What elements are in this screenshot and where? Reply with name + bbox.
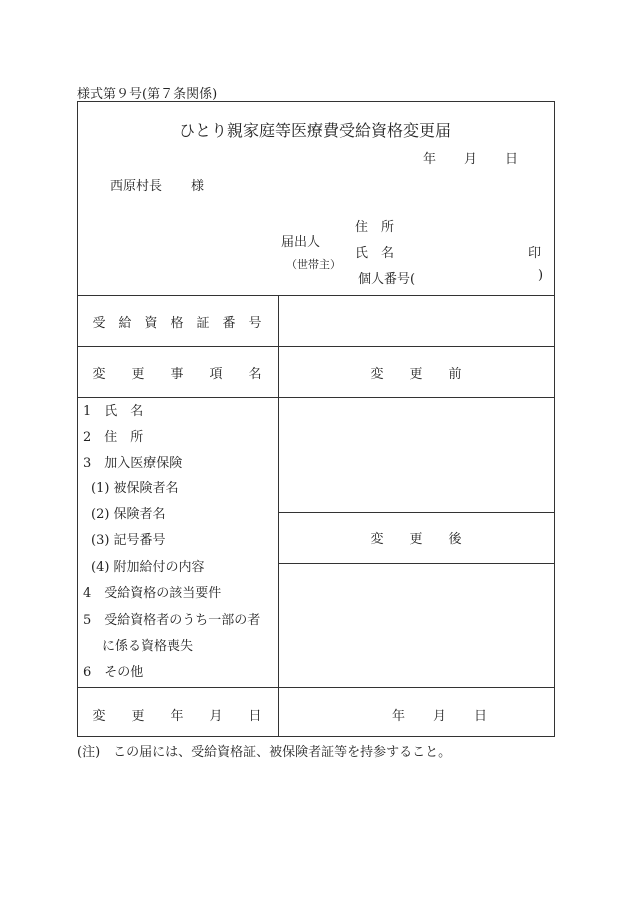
date-month: 月 xyxy=(464,152,478,167)
applicant-sublabel: （世帯主） xyxy=(286,258,341,271)
personal-number-close: ) xyxy=(538,268,544,283)
form-title: ひとり親家庭等医療費受給資格変更届 xyxy=(178,121,451,140)
list-item: に係る資格喪失 xyxy=(102,639,194,654)
before-header: 変 更 前 xyxy=(370,367,462,382)
seal-mark: 印 xyxy=(528,246,542,261)
list-item: 5 受給資格者のうち一部の者 xyxy=(83,613,261,628)
divider xyxy=(78,687,554,688)
column-divider xyxy=(278,295,279,736)
applicant-label: 届出人 xyxy=(281,235,321,250)
personal-number-label: 個人番号( xyxy=(358,272,416,287)
addressee-honorific: 様 xyxy=(191,179,205,194)
footnote: (注) この届には、受給資格証、被保険者証等を持参すること。 xyxy=(77,745,452,760)
date-day: 日 xyxy=(505,152,519,167)
list-item: 1 氏 名 xyxy=(83,404,144,419)
list-item: (1) 被保険者名 xyxy=(91,481,179,496)
change-date-label: 変 更 年 月 日 xyxy=(92,709,262,724)
change-date-year: 年 xyxy=(392,709,406,724)
addressee-name: 西原村長 xyxy=(110,179,163,194)
date-year: 年 xyxy=(423,152,437,167)
list-item: 2 住 所 xyxy=(83,430,144,445)
name-label: 氏 名 xyxy=(355,246,395,261)
divider xyxy=(78,397,554,398)
divider xyxy=(278,563,554,564)
certificate-number-label: 受 給 資 格 証 番 号 xyxy=(92,316,262,331)
change-item-header: 変 更 事 項 名 xyxy=(92,367,262,382)
change-date-month: 月 xyxy=(433,709,447,724)
divider xyxy=(78,295,554,296)
change-date-day: 日 xyxy=(474,709,488,724)
list-item: (4) 附加給付の内容 xyxy=(91,560,205,575)
form-number: 様式第９号(第７条関係) xyxy=(77,87,218,102)
list-item: (3) 記号番号 xyxy=(91,533,166,548)
list-item: 4 受給資格の該当要件 xyxy=(83,586,222,601)
after-header: 変 更 後 xyxy=(370,532,462,547)
divider xyxy=(78,346,554,347)
list-item: 3 加入医療保険 xyxy=(83,456,183,471)
address-label: 住 所 xyxy=(355,220,395,235)
divider xyxy=(278,512,554,513)
list-item: (2) 保険者名 xyxy=(91,507,166,522)
list-item: 6 その他 xyxy=(83,665,144,680)
